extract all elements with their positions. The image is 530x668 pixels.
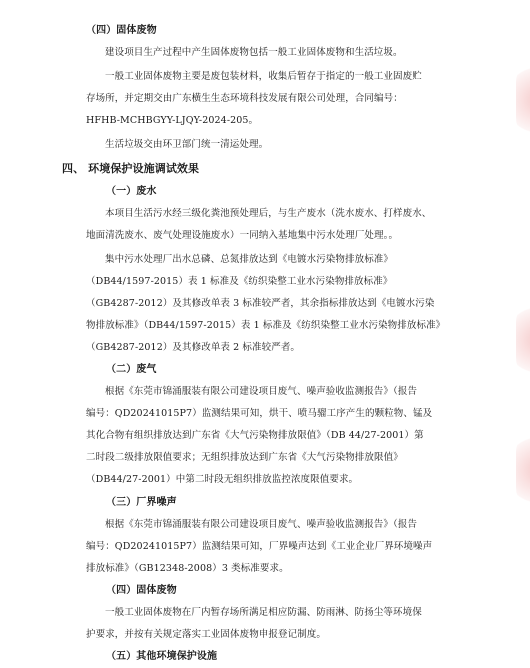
paragraph-line: 存场所，并定期交由广东横生生态环境科技发展有限公司处理，合同编号： [86, 93, 403, 104]
paragraph-line: 地面清洗废水、废气处理设施废水）一同纳入基地集中污水处理厂处理。。 [86, 230, 399, 241]
seal-stamp-fragment [516, 60, 530, 140]
paragraph-line: HFHB-MCHBGYY-LJQY-2024-205。 [86, 115, 259, 126]
paragraph-line: 排放标准》（GB12348-2008）3 类标准要求。 [86, 563, 289, 574]
paragraph-line: 建设项目生产过程中产生固体废物包括一般工业固体废物和生活垃圾。 [105, 47, 403, 58]
section-title: 四、 环境保护设施调试效果 [62, 162, 200, 175]
paragraph-line: 编号：QD20241015P7）监测结果可知，烘干、喷马骝工序产生的颗粒物、锰及 [86, 408, 433, 419]
paragraph-line: 护要求，并按有关规定落实工业固体废物申报登记制度。 [86, 629, 327, 640]
paragraph-line: （DB44/27-2001）中第二时段无组织排放监控浓度限值要求。 [86, 474, 359, 485]
subheading-noise: （三）厂界噪声 [106, 497, 177, 508]
seal-stamp-fragment [516, 430, 530, 510]
paragraph-line: 一般工业固体废物在厂内暂存场所满足相应防漏、防雨淋、防扬尘等环境保 [105, 607, 422, 618]
paragraph-line: 根据《东莞市锦涌服装有限公司建设项目废气、噪声验收监测报告》（报告 [105, 519, 418, 530]
paragraph-line: （GB4287-2012）及其修改单表 2 标准较严者。 [86, 342, 301, 353]
paragraph-line: 物排放标准》（DB44/1597-2015）表 1 标准及《纺织染整工业水污染物排放标准》 [86, 320, 446, 331]
paragraph-line: 编号：QD20241015P7）监测结果可知，厂界噪声达到《工业企业厂界环境噪声 [86, 541, 433, 552]
paragraph-line: 集中污水处理厂出水总磷、总氮排放达到《电镀水污染物排放标准》 [105, 254, 394, 265]
seal-stamp-fragment [516, 300, 530, 380]
subheading-other-facilities: （五）其他环境保护设施 [106, 651, 218, 662]
paragraph-line: 一般工业固体废物主要是废包装材料，收集后暂存于指定的一般工业固废贮 [105, 71, 422, 82]
subheading-solid-waste: （四）固体废物 [86, 25, 157, 36]
paragraph-line: 本项目生活污水经三级化粪池预处理后，与生产废水（洗水废水、打样废水、 [105, 208, 432, 219]
paragraph-line: （GB4287-2012）及其修改单表 3 标准较严者，其余指标排放达到《电镀水污染 [86, 298, 435, 309]
paragraph-line: 其化合物有组织排放达到广东省《大气污染物排放限值》（DB 44/27-2001）第 [86, 430, 424, 441]
paragraph-line: 二时段二级排放限值要求；无组织排放达到广东省《大气污染物排放限值》 [86, 452, 403, 463]
paragraph-line: 根据《东莞市锦涌服装有限公司建设项目废气、噪声验收监测报告》（报告 [105, 386, 418, 397]
paragraph-line: （DB44/1597-2015）表 1 标准及《纺织染整工业水污染物排放标准》 [86, 276, 393, 287]
subheading-solid-waste-2: （四）固体废物 [106, 585, 177, 596]
subheading-waste-gas: （二）废气 [106, 364, 157, 375]
subheading-wastewater: （一）废水 [106, 186, 157, 197]
paragraph-line: 生活垃圾交由环卫部门统一清运处理。 [105, 139, 269, 150]
